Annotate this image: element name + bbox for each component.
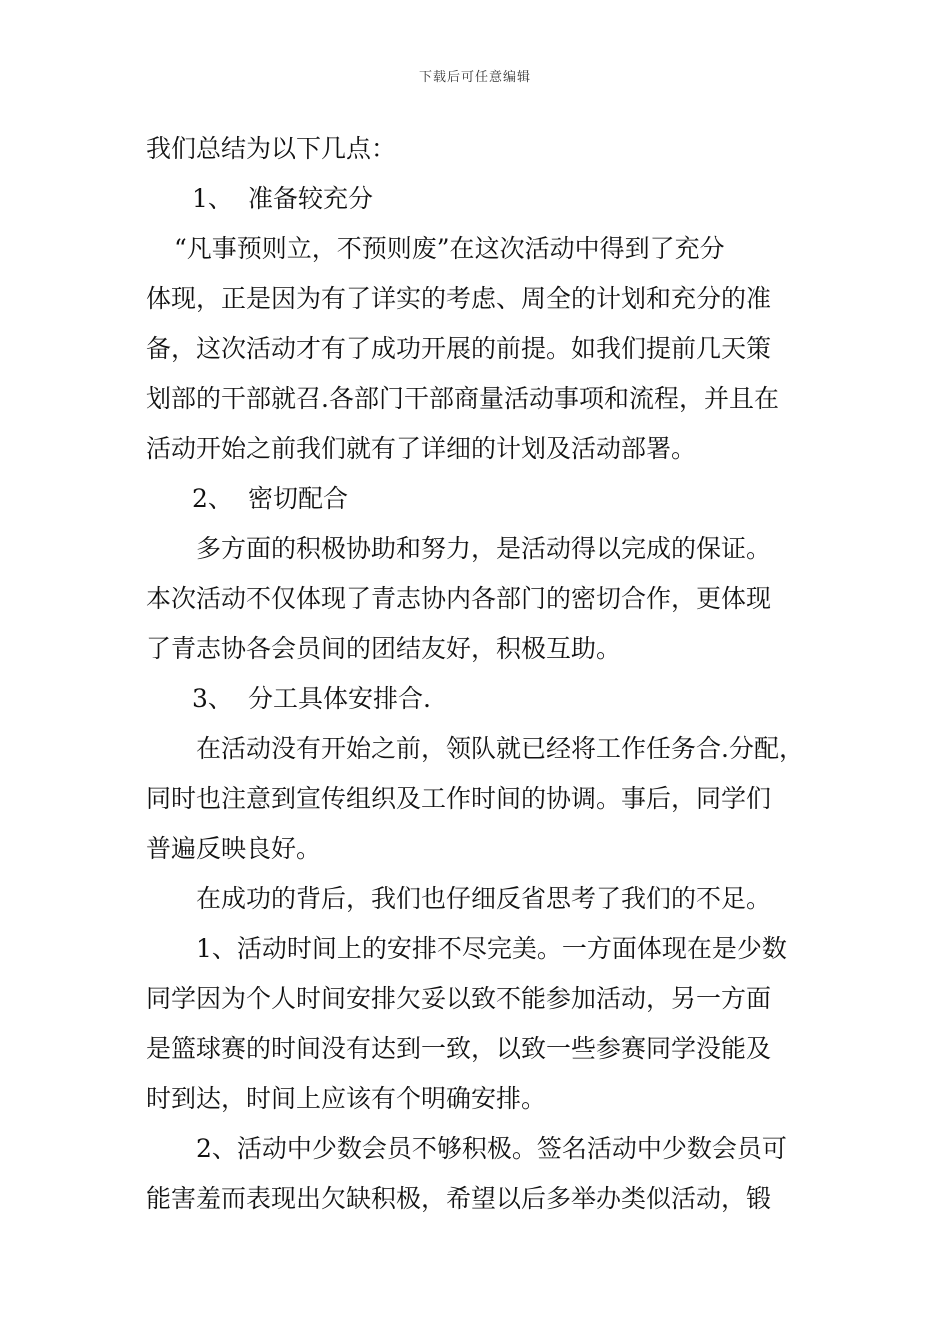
paragraph-line: 多方面的积极协助和努力，是活动得以完成的保证。 — [196, 534, 772, 563]
paragraph-line: 能害羞而表现出欠缺积极，希望以后多举办类似活动，锻 — [146, 1184, 772, 1213]
paragraph-line: 普遍反映良好。 — [146, 834, 322, 863]
section-number: 3、 — [192, 684, 233, 713]
paragraph-line: 同时也注意到宣传组织及工作时间的协调。事后，同学们 — [146, 784, 772, 813]
section-number: 2、 — [192, 484, 233, 513]
paragraph-line: 划部的干部就召.各部门干部商量活动事项和流程，并且在 — [146, 384, 779, 413]
intro-line: 我们总结为以下几点： — [146, 134, 397, 163]
document-body — [146, 124, 814, 1224]
paragraph-line: 了青志协各会员间的团结友好，积极互助。 — [146, 634, 622, 663]
section-title: 密切配合 — [248, 484, 349, 513]
paragraph-line: 在活动没有开始之前，领队就已经将工作任务合.分配， — [196, 734, 804, 763]
paragraph-line: 活动开始之前我们就有了详细的计划及活动部署。 — [146, 434, 697, 463]
section-number: 1、 — [192, 184, 233, 213]
page-header: 下载后可任意编辑 — [418, 70, 531, 85]
paragraph-line: 时到达，时间上应该有个明确安排。 — [146, 1084, 547, 1113]
paragraph-line: 备，这次活动才有了成功开展的前提。如我们提前几天策 — [146, 334, 772, 363]
section-heading-1 — [146, 174, 814, 224]
paragraph-line: 1、活动时间上的安排不尽完美。一方面体现在是少数 — [196, 934, 787, 963]
paragraph-line: 同学因为个人时间安排欠妥以致不能参加活动，另一方面 — [146, 984, 772, 1013]
section-heading-3 — [146, 674, 814, 724]
section-title: 分工具体安排合. — [248, 684, 431, 713]
paragraph-line: “凡事预则立，不预则废”在这次活动中得到了充分 — [174, 234, 725, 263]
section-title: 准备较充分 — [248, 184, 374, 213]
paragraph-line: 体现，正是因为有了详实的考虑、周全的计划和充分的准 — [146, 284, 772, 313]
section-heading-2 — [146, 474, 814, 524]
paragraph-line: 本次活动不仅体现了青志协内各部门的密切合作，更体现 — [146, 584, 772, 613]
paragraph-line: 在成功的背后，我们也仔细反省思考了我们的不足。 — [196, 884, 772, 913]
paragraph-line: 是篮球赛的时间没有达到一致，以致一些参赛同学没能及 — [146, 1034, 772, 1063]
paragraph-line: 2、活动中少数会员不够积极。签名活动中少数会员可 — [196, 1134, 787, 1163]
